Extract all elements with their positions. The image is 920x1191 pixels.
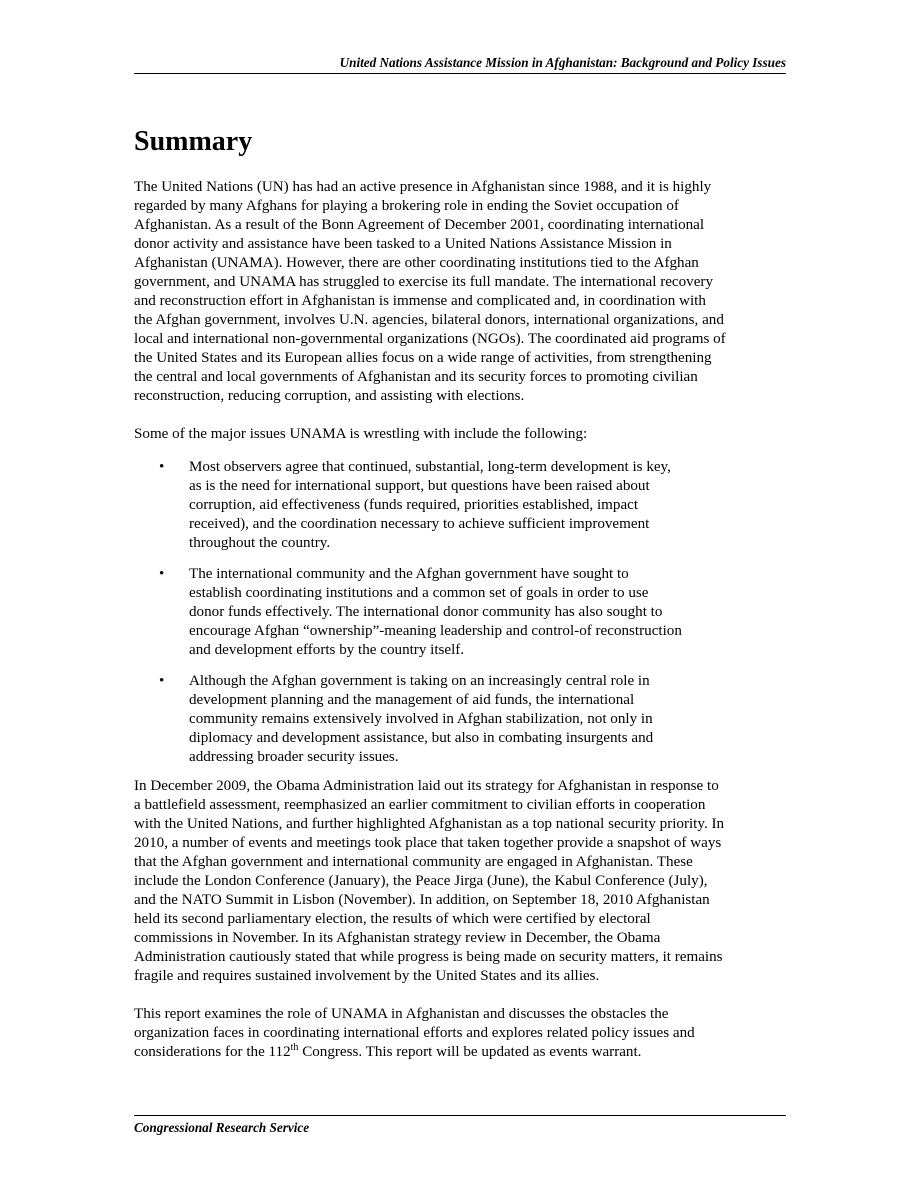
text-line: a battlefield assessment, reemphasized an earlier commitment to civilian efforts in cooperation	[134, 797, 706, 813]
text-line: held its second parliamentary election, the results of which were certified by electoral	[134, 911, 651, 927]
bullet-item	[134, 672, 794, 767]
text-line: organization faces in coordinating international efforts and explores related policy issues and	[134, 1025, 695, 1041]
paragraph-report-scope	[134, 1005, 794, 1062]
text-line: Some of the major issues UNAMA is wrestling with include the following:	[134, 426, 588, 442]
running-header: United Nations Assistance Mission in Afghanistan: Background and Policy Issues	[339, 55, 786, 70]
text-line: local and international non-governmental organizations (NGOs). The coordinated aid programs of	[134, 331, 726, 347]
text-line: donor funds effectively. The international donor community has also sought to	[189, 604, 663, 620]
text-line: This report examines the role of UNAMA in Afghanistan and discusses the obstacles the	[134, 1006, 669, 1022]
text-line: and the NATO Summit in Lisbon (November). In addition, on September 18, 2010 Afghanistan	[134, 892, 710, 908]
footer-rule	[134, 1115, 786, 1116]
text-line: corruption, aid effectiveness (funds required, priorities established, impact	[189, 497, 639, 513]
text-line: with the United Nations, and further highlighted Afghanistan as a top national security priority. In	[134, 816, 725, 832]
paragraph-intro	[134, 178, 794, 406]
text-line: throughout the country.	[189, 535, 331, 551]
issues-bullet-list	[134, 458, 794, 767]
text-line: the Afghan government, involves U.N. agencies, bilateral donors, international organizations, and	[134, 312, 724, 328]
text-fragment: considerations for the 112	[134, 1044, 291, 1060]
text-line: The international community and the Afghan government have sought to	[189, 566, 629, 582]
text-line: Most observers agree that continued, substantial, long-term development is key,	[189, 459, 671, 475]
bullet-item	[134, 458, 794, 553]
text-line: addressing broader security issues.	[189, 749, 399, 765]
bullet-symbol: •	[159, 673, 165, 689]
text-line: diplomacy and development assistance, but also in combating insurgents and	[189, 730, 654, 746]
text-line: and reconstruction effort in Afghanistan is immense and complicated and, in coordination with	[134, 293, 706, 309]
text-line: Although the Afghan government is taking on an increasingly central role in	[189, 673, 650, 689]
text-line: 2010, a number of events and meetings took place that taken together provide a snapshot of ways	[134, 835, 722, 851]
text-fragment: Congress. This report will be updated as events warrant.	[298, 1044, 642, 1060]
running-footer: Congressional Research Service	[134, 1120, 310, 1135]
text-line: donor activity and assistance have been tasked to a United Nations Assistance Mission in	[134, 236, 672, 252]
text-line: include the London Conference (January), the Peace Jirga (June), the Kabul Conference (July),	[134, 873, 708, 889]
text-line: Administration cautiously stated that while progress is being made on security matters, it remains	[134, 949, 723, 965]
header-rule	[134, 73, 786, 74]
text-line: as is the need for international support, but questions have been raised about	[189, 478, 650, 494]
text-line: The United Nations (UN) has had an active presence in Afghanistan since 1988, and it is highly	[134, 179, 712, 195]
paragraph-strategy	[134, 777, 794, 986]
text-line: the central and local governments of Afghanistan and its security forces to promoting civilian	[134, 369, 698, 385]
text-line: development planning and the management of aid funds, the international	[189, 692, 635, 708]
text-line: community remains extensively involved in Afghan stabilization, not only in	[189, 711, 653, 727]
bullet-symbol: •	[159, 566, 165, 582]
text-line: reconstruction, reducing corruption, and assisting with elections.	[134, 388, 525, 404]
text-line: encourage Afghan “ownership”-meaning leadership and control-of reconstruction	[189, 623, 682, 639]
text-line: regarded by many Afghans for playing a brokering role in ending the Soviet occupation of	[134, 198, 679, 214]
text-line: establish coordinating institutions and a common set of goals in order to use	[189, 585, 649, 601]
page-title: Summary	[134, 126, 253, 157]
text-line: the United States and its European allies focus on a wide range of activities, from strengthening	[134, 350, 712, 366]
text-line: In December 2009, the Obama Administration laid out its strategy for Afghanistan in response to	[134, 778, 719, 794]
bullet-symbol: •	[159, 459, 165, 475]
text-line: fragile and requires sustained involvement by the United States and its allies.	[134, 968, 600, 984]
paragraph-issues-intro	[134, 425, 794, 444]
text-line: government, and UNAMA has struggled to exercise its full mandate. The international recovery	[134, 274, 713, 290]
bullet-item	[134, 565, 794, 660]
text-line: Afghanistan (UNAMA). However, there are other coordinating institutions tied to the Afghan	[134, 255, 699, 271]
ordinal-superscript: th	[290, 1041, 299, 1053]
text-line: received), and the coordination necessary to achieve sufficient improvement	[189, 516, 650, 532]
summary-body	[134, 178, 794, 1062]
text-line	[134, 1043, 794, 1062]
text-line: that the Afghan government and international community are engaged in Afghanistan. These	[134, 854, 693, 870]
text-line: commissions in November. In its Afghanistan strategy review in December, the Obama	[134, 930, 661, 946]
text-line: and development efforts by the country itself.	[189, 642, 465, 658]
text-line: Afghanistan. As a result of the Bonn Agreement of December 2001, coordinating international	[134, 217, 705, 233]
